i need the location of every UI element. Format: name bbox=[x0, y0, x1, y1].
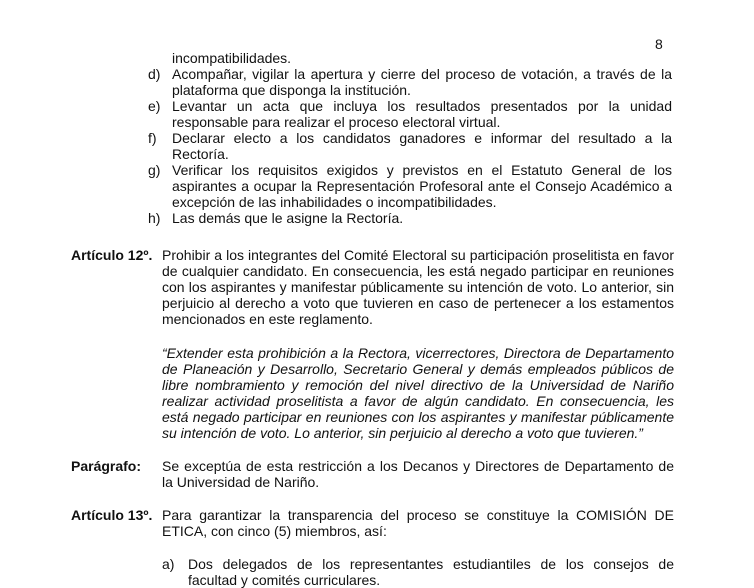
list-item-label: h) bbox=[148, 210, 161, 226]
continued-line: incompatibilidades. bbox=[172, 50, 292, 66]
list-item bbox=[148, 162, 672, 210]
article-12-text: Prohibir a los integrantes del Comité Electoral su participación proselitista en favor de cualquier candidato. En consecuencia, les está negado participar en reuniones con los aspirantes y manifestar públicamente su intención de voto. Lo anterior, sin perjuicio al derecho a voto que tuvieren en caso de pertenecer a los estamentos mencionados en este reglamento. bbox=[162, 247, 674, 327]
list-item-label: d) bbox=[148, 66, 161, 82]
list-item-text: Acompañar, vigilar la apertura y cierre del proceso de votación, a través de la plataforma que disponga la institución. bbox=[172, 66, 672, 98]
list-item-text: Dos delegados de los representantes estudiantiles de los consejos de facultad y comités curriculares. bbox=[188, 556, 674, 588]
list-item-text: Verificar los requisitos exigidos y previstos en el Estatuto General de los aspirantes a ocupar la Representación Profesoral ante el Consejo Académico a excepción de las inhabilidades o incompatibilidades. bbox=[172, 162, 672, 210]
article-13 bbox=[71, 507, 674, 539]
paragrafo bbox=[71, 458, 674, 490]
list-item-label: f) bbox=[148, 130, 157, 146]
commission-list bbox=[162, 556, 674, 588]
function-list bbox=[148, 66, 672, 226]
paragrafo-text: Se exceptúa de esta restricción a los Decanos y Directores de Departamento de la Universidad de Nariño. bbox=[162, 458, 674, 490]
list-item bbox=[148, 130, 672, 162]
list-item-text: Las demás que le asigne la Rectoría. bbox=[172, 210, 404, 226]
list-item-label: a) bbox=[162, 556, 175, 572]
list-item bbox=[148, 210, 672, 226]
article-13-heading: Artículo 13º. bbox=[71, 507, 153, 523]
list-item-label: g) bbox=[148, 162, 161, 178]
list-item-text: Declarar electo a los candidatos ganadores e informar del resultado a la Rectoría. bbox=[172, 130, 672, 162]
list-item bbox=[162, 556, 674, 588]
list-item bbox=[148, 98, 672, 130]
list-item-label: e) bbox=[148, 98, 161, 114]
article-13-text: Para garantizar la transparencia del proceso se constituye la COMISIÓN DE ETICA, con cinco (5) miembros, así: bbox=[162, 507, 674, 539]
article-12-quote: “Extender esta prohibición a la Rectora, vicerrectores, Directora de Departamento de Planeación y Desarrollo, Secretario General y demás empleados públicos de libre nombramiento y remoción del nivel directivo de la Universidad de Nariño realizar actividad proselitista a favor de algún candidato. En consecuencia, les está negado participar en reuniones con los aspirantes y manifestar públicamente su intención de voto. Lo anterior, sin perjuicio al derecho a voto que tuvieren.” bbox=[162, 345, 674, 441]
article-12-heading: Artículo 12º. bbox=[71, 247, 153, 263]
page-number: 8 bbox=[655, 36, 663, 52]
article-12 bbox=[71, 247, 674, 327]
list-item-text: Levantar un acta que incluya los resultados presentados por la unidad responsable para realizar el proceso electoral virtual. bbox=[172, 98, 672, 130]
paragrafo-heading: Parágrafo: bbox=[71, 458, 142, 474]
list-item bbox=[148, 66, 672, 98]
